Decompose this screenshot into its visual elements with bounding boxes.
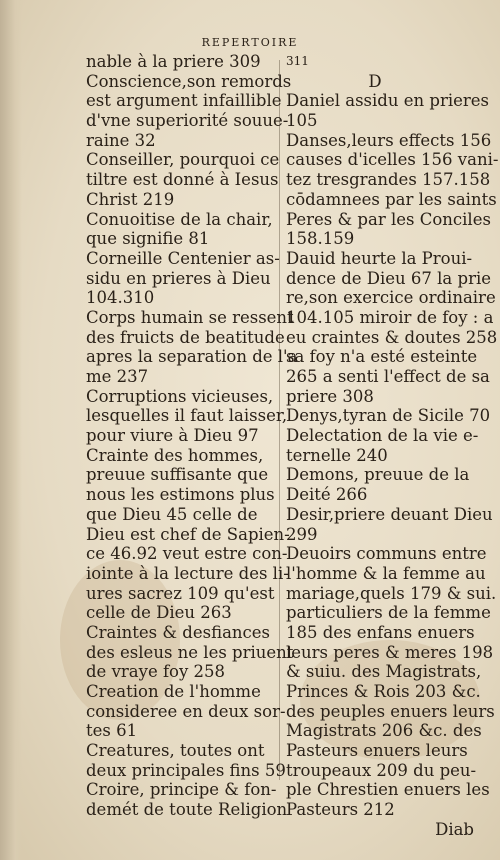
index-line: d'vne superiorité souue- bbox=[86, 111, 289, 131]
index-line: Conuoitise de la chair, bbox=[86, 209, 273, 229]
index-line: 104.105 miroir de foy : a bbox=[286, 307, 494, 327]
index-line: Magistrats 206 &c. des bbox=[286, 721, 482, 741]
index-line: consideree en deux sor- bbox=[86, 701, 286, 721]
index-line: de vraye foy 258 bbox=[86, 662, 226, 682]
index-line: Deuoirs communs entre bbox=[286, 544, 487, 564]
index-line: re,son exercice ordinaire bbox=[286, 288, 496, 308]
index-line: Danses,leurs effects 156 bbox=[286, 130, 492, 150]
index-line: Dieu est chef de Sapien- bbox=[86, 524, 290, 544]
index-line: mariage,quels 179 & sui. bbox=[286, 583, 497, 603]
index-line: particuliers de la femme bbox=[286, 603, 491, 623]
index-line: cōdamnees par les saints bbox=[286, 189, 497, 209]
index-line: que signifie 81 bbox=[86, 229, 210, 249]
page-number: 311 bbox=[286, 54, 309, 68]
index-line: sa foy n'a esté esteinte bbox=[286, 347, 478, 367]
index-line: dence de Dieu 67 la prie bbox=[286, 268, 492, 288]
index-line: Christ 219 bbox=[86, 189, 175, 209]
index-line: nable à la priere 309 bbox=[86, 52, 261, 71]
section-letter: D bbox=[368, 71, 382, 91]
index-line: Peres & par les Conciles bbox=[286, 209, 491, 229]
index-line: priere 308 bbox=[286, 386, 374, 406]
index-line: celle de Dieu 263 bbox=[86, 603, 232, 623]
catchword: Diab bbox=[435, 819, 474, 839]
index-line: 105 bbox=[286, 111, 318, 131]
index-line: troupeaux 209 du peu- bbox=[286, 760, 477, 780]
index-line: Daniel assidu en prieres bbox=[286, 91, 489, 111]
index-line: leurs peres & meres 198 bbox=[286, 642, 494, 662]
index-line: Conseiller, pourquoi ce bbox=[86, 150, 280, 170]
index-line: demét de toute Religion bbox=[86, 800, 288, 820]
index-line: Denys,tyran de Sicile 70 bbox=[286, 406, 491, 426]
index-line: Pasteurs enuers leurs bbox=[286, 741, 468, 761]
index-line: Crainte des hommes, bbox=[86, 445, 264, 465]
index-line: 185 des enfans enuers bbox=[286, 622, 475, 642]
index-line: 104.310 bbox=[86, 288, 155, 308]
index-line: ures sacrez 109 qu'est bbox=[86, 583, 275, 603]
index-line: Deité 266 bbox=[286, 485, 368, 505]
index-line: l'homme & la femme au bbox=[286, 563, 486, 583]
index-line: Corps humain se ressent bbox=[86, 307, 294, 327]
index-line: deux principales fins 59 bbox=[86, 760, 286, 780]
index-line: des esleus ne les priuent bbox=[86, 642, 294, 662]
index-line: 299 bbox=[286, 524, 318, 544]
index-line: Pasteurs 212 bbox=[286, 800, 395, 820]
index-line: tes 61 bbox=[86, 721, 138, 741]
index-line: preuue suffisante que bbox=[86, 465, 269, 485]
index-line: Creatures, toutes ont bbox=[86, 741, 265, 761]
index-line: Conscience,son remords bbox=[86, 71, 292, 91]
index-line: lesquelles il faut laisser, bbox=[86, 406, 288, 426]
index-line: tez tresgrandes 157.158 bbox=[286, 170, 491, 190]
index-line: Craintes & desfiances bbox=[86, 622, 271, 642]
index-line: que Dieu 45 celle de bbox=[86, 504, 258, 524]
index-line: ternelle 240 bbox=[286, 445, 388, 465]
index-line: est argument infaillible bbox=[86, 91, 282, 111]
index-line: Desir,priere deuant Dieu bbox=[286, 504, 493, 524]
index-line: des fruicts de beatitude bbox=[86, 327, 285, 347]
index-line: pour viure à Dieu 97 bbox=[86, 426, 259, 446]
index-line: Princes & Rois 203 &c. bbox=[286, 682, 481, 701]
index-line: tiltre est donné à Iesus bbox=[86, 170, 279, 190]
index-line: Dauid heurte la Proui- bbox=[286, 248, 473, 268]
index-line: raine 32 bbox=[86, 130, 156, 150]
index-line: Demons, preuue de la bbox=[286, 465, 470, 485]
index-line: Delectation de la vie e- bbox=[286, 426, 479, 446]
index-line: nous les estimons plus bbox=[86, 485, 275, 505]
index-line: Croire, principe & fon- bbox=[86, 780, 277, 800]
page-gutter bbox=[0, 0, 22, 860]
index-line: & suiu. des Magistrats, bbox=[286, 662, 482, 682]
index-column-right bbox=[286, 52, 499, 840]
index-line: Creation de l'homme bbox=[86, 682, 261, 701]
index-line: eu craintes & doutes 258 bbox=[286, 327, 498, 347]
running-title: REPERTOIRE bbox=[201, 36, 299, 49]
index-line: 265 a senti l'effect de sa bbox=[286, 367, 490, 386]
index-line: causes d'icelles 156 vani- bbox=[286, 150, 499, 170]
index-line: ple Chrestien enuers les bbox=[286, 780, 490, 800]
index-line: Corneille Centenier as- bbox=[86, 248, 280, 268]
index-line: iointe à la lecture des li- bbox=[86, 563, 289, 583]
index-line: apres la separation de l'a bbox=[86, 347, 298, 367]
index-line: sidu en prieres à Dieu bbox=[86, 268, 271, 288]
index-line: me 237 bbox=[86, 367, 149, 386]
index-line: 158.159 bbox=[286, 229, 355, 249]
index-line: ce 46.92 veut estre con- bbox=[86, 544, 288, 564]
index-line: des peuples enuers leurs bbox=[286, 701, 495, 721]
index-line: Corruptions vicieuses, bbox=[86, 386, 274, 406]
